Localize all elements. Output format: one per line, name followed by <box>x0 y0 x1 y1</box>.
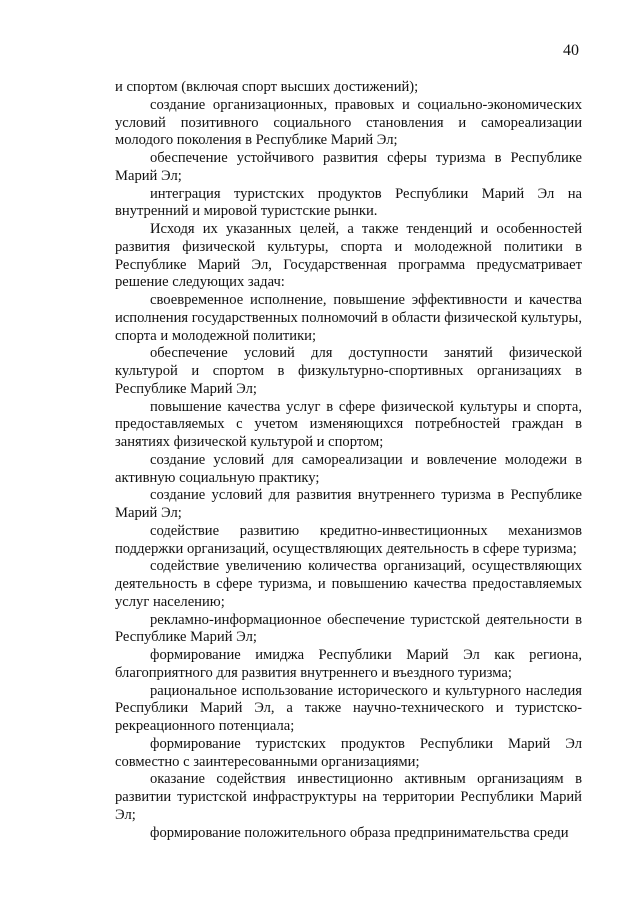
paragraph: обеспечение устойчивого развития сферы туризма в Республике Марий Эл; <box>115 150 582 184</box>
paragraph: интеграция туристских продуктов Республики Марий Эл на внутренний и мировой туристские рынки. <box>115 185 582 220</box>
paragraph: своевременное исполнение, повышение эффективности и качества исполнения государственных полномочий в области физической культуры, спорта и молодежной политики; <box>115 292 582 344</box>
paragraph: рациональное использование исторического и культурного наследия Республики Марий Эл, а также научно-технического и туристско-рекреационного потенциала; <box>115 682 582 734</box>
paragraph: содействие увеличению количества организаций, осуществляющих деятельность в сфере туризма, и повышению качества предоставляемых услуг населению; <box>115 558 582 610</box>
paragraph: формирование туристских продуктов Республики Марий Эл совместно с заинтересованными организациями; <box>115 735 582 770</box>
paragraph: повышение качества услуг в сфере физической культуры и спорта, предоставляемых с учетом изменяющихся потребностей граждан в занятиях физической культурой и спортом; <box>115 398 582 450</box>
paragraph: Исходя их указанных целей, а также тенденций и особенностей развития физической культуры, спорта и молодежной политики в Республике Марий Эл, Государственная программа предусматривает решение следующих задач: <box>115 221 582 291</box>
paragraph: создание условий для развития внутреннего туризма в Республике Марий Эл; <box>115 487 582 521</box>
paragraph: создание организационных, правовых и социально-экономических условий позитивного социального становления и самореализации молодого поколения в Республике Марий Эл; <box>115 96 582 149</box>
paragraph: содействие развитию кредитно-инвестиционных механизмов поддержки организаций, осуществляющих деятельность в сфере туризма; <box>115 522 582 557</box>
paragraph: оказание содействия инвестиционно активным организациям в развитии туристской инфраструктуры на территории Республики Марий Эл; <box>115 771 582 823</box>
paragraph: и спортом (включая спорт высших достижений); <box>115 79 419 95</box>
paragraph: формирование положительного образа предпринимательства среди <box>150 824 569 841</box>
paragraph: создание условий для самореализации и вовлечение молодежи в активную социальную практику; <box>115 451 582 486</box>
paragraph: формирование имиджа Республики Марий Эл как региона, благоприятного для развития внутреннего и въездного туризма; <box>115 647 582 681</box>
paragraph: рекламно-информационное обеспечение туристской деятельности в Республике Марий Эл; <box>115 611 582 646</box>
page-number: 40 <box>563 42 579 59</box>
paragraph: обеспечение условий для доступности занятий физической культурой и спортом в физкультурно-спортивных организациях в Республике Марий Эл; <box>115 345 582 397</box>
document-body <box>115 79 582 842</box>
